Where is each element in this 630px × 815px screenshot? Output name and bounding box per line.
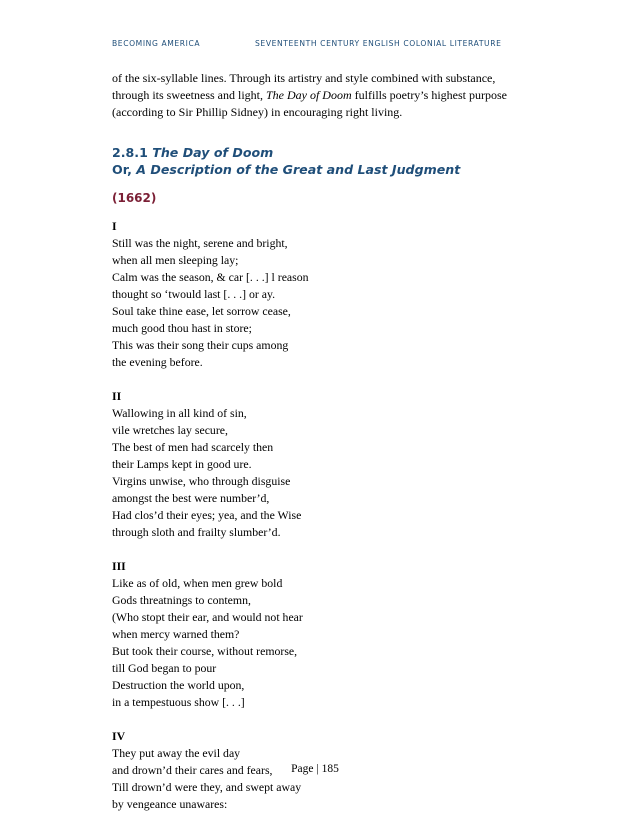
stanza	[112, 388, 532, 541]
verse-line: Destruction the world upon,	[112, 678, 245, 692]
verse-line: by vengeance unawares:	[112, 797, 228, 811]
verse-line: Gods threatnings to contemn,	[112, 593, 251, 607]
page-content	[112, 70, 532, 813]
running-header	[112, 39, 522, 48]
stanza	[112, 558, 532, 711]
verse-line: amongst the best were number’d,	[112, 491, 270, 505]
verse-line: Had clos’d their eyes; yea, and the Wise	[112, 508, 302, 522]
verse-line: Still was the night, serene and bright,	[112, 236, 288, 250]
verse-line: This was their song their cups among	[112, 338, 289, 352]
verse-line: and drown’d their cares and fears,	[112, 763, 273, 777]
stanza	[112, 218, 532, 371]
verse-line: But took their course, without remorse,	[112, 644, 298, 658]
section-subtitle: A Description of the Great and Last Judgment	[136, 162, 461, 177]
verse-line: the evening before.	[112, 355, 203, 369]
verse-line: in a tempestuous show [. . .]	[112, 695, 245, 709]
verse-line: Wallowing in all kind of sin,	[112, 406, 247, 420]
verse-line: till God began to pour	[112, 661, 217, 675]
verse-line: when all men sleeping lay;	[112, 253, 239, 267]
section-title: The Day of Doom	[152, 145, 274, 160]
poem	[112, 218, 532, 813]
header-chapter-title: SEVENTEENTH CENTURY ENGLISH COLONIAL LITERATURE	[255, 39, 502, 48]
header-book-title: BECOMING AMERICA	[112, 39, 201, 48]
verse-line: Calm was the season, & car [. . .] l reason	[112, 270, 309, 284]
verse-line: their Lamps kept in good ure.	[112, 457, 252, 471]
intro-text-end: fulfills poetry’s highest purpose (according to Sir Phillip Sidney) in encouraging right living.	[112, 88, 507, 119]
section-number: 2.8.1	[112, 145, 148, 160]
verse-line: through sloth and frailty slumber’d.	[112, 525, 281, 539]
stanza-numeral: II	[112, 389, 122, 403]
verse-line: vile wretches lay secure,	[112, 423, 228, 437]
stanza-numeral: IV	[112, 729, 126, 743]
intro-paragraph	[112, 70, 532, 121]
section-subtitle-prefix: Or,	[112, 162, 137, 177]
page-footer: Page | 185	[291, 763, 339, 775]
intro-italic-title: The Day of Doom	[265, 88, 352, 102]
verse-line: Till drown’d were they, and swept away	[112, 780, 302, 794]
stanza-numeral: III	[112, 559, 126, 573]
verse-line: Like as of old, when men grew bold	[112, 576, 283, 590]
verse-line: (Who stopt their ear, and would not hear	[112, 610, 303, 624]
verse-line: when mercy warned them?	[112, 627, 240, 641]
verse-line: Soul take thine ease, let sorrow cease,	[112, 304, 291, 318]
section-heading	[112, 144, 532, 178]
stanza-numeral: I	[112, 219, 117, 233]
publication-year: (1662)	[112, 191, 157, 205]
verse-line: much good thou hast in store;	[112, 321, 252, 335]
intro-text-start: of the six-syllable lines. Through its artistry and style combined with substance, through its sweetness and light,	[112, 71, 496, 102]
verse-line: Virgins unwise, who through disguise	[112, 474, 291, 488]
verse-line: They put away the evil day	[112, 746, 241, 760]
verse-line: The best of men had scarcely then	[112, 440, 274, 454]
verse-line: thought so ‘twould last [. . .] or ay.	[112, 287, 276, 301]
